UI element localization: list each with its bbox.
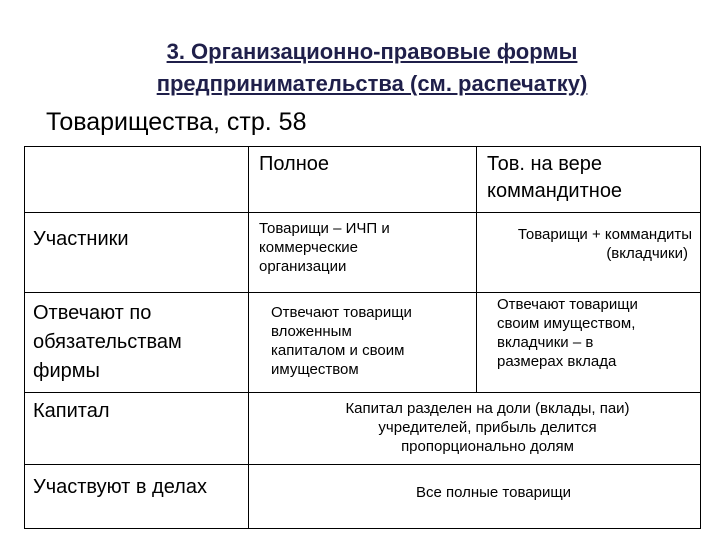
cell-management-text: Все полные товарищи bbox=[415, 484, 572, 501]
header-cell-limited-partnership bbox=[477, 147, 701, 213]
cell-full-liability-line-2: вложенным bbox=[271, 323, 352, 340]
cell-management-merged bbox=[249, 465, 701, 529]
row-label-capital: Капитал bbox=[25, 393, 249, 465]
table-row bbox=[25, 213, 701, 293]
cell-limited-liability-line-1: Отвечают товарищи bbox=[497, 296, 638, 313]
table-row bbox=[25, 465, 701, 529]
row-label-participants: Участники bbox=[25, 213, 249, 293]
cell-capital-line-2: учредителей, прибыль делится bbox=[378, 419, 597, 436]
cell-capital-line-3: пропорционально долям bbox=[401, 438, 574, 455]
cell-limited-participants-line-1: Товарищи + коммандиты bbox=[517, 226, 692, 243]
header-empty-cell bbox=[25, 147, 249, 213]
row-label-liability-line-2: обязательствам bbox=[33, 331, 182, 353]
cell-full-participants-line-2: коммерческие bbox=[259, 239, 358, 256]
row-label-management: Участвуют в делах bbox=[25, 465, 249, 529]
header-full-label: Полное bbox=[259, 153, 330, 175]
cell-limited-liability bbox=[477, 293, 701, 393]
header-limited-line-1: Тов. на вере bbox=[487, 153, 603, 175]
cell-full-liability-line-3: капиталом и своим bbox=[271, 342, 405, 359]
cell-limited-participants bbox=[477, 213, 701, 293]
cell-limited-liability-line-3: вкладчики – в bbox=[497, 334, 594, 351]
cell-limited-liability-line-2: своим имуществом, bbox=[497, 315, 636, 332]
slide-title bbox=[40, 36, 704, 100]
slide-subtitle: Товарищества, стр. 58 bbox=[46, 108, 307, 136]
cell-full-liability-line-1: Отвечают товарищи bbox=[271, 304, 412, 321]
cell-limited-liability-line-4: размерах вклада bbox=[497, 353, 617, 370]
cell-full-participants-line-1: Товарищи – ИЧП и bbox=[259, 220, 390, 237]
comparison-table bbox=[24, 146, 701, 529]
table-row bbox=[25, 393, 701, 465]
slide-title-line-2: предпринимательства (см. распечатку) bbox=[156, 71, 588, 96]
cell-limited-participants-line-2: (вкладчики) bbox=[606, 245, 688, 262]
cell-full-participants bbox=[249, 213, 477, 293]
slide-title-line-1: 3. Организационно-правовые формы bbox=[166, 39, 578, 64]
cell-capital-merged bbox=[249, 393, 701, 465]
cell-full-liability bbox=[249, 293, 477, 393]
cell-capital-line-1: Капитал разделен на доли (вклады, паи) bbox=[345, 400, 630, 417]
table-row bbox=[25, 293, 701, 393]
row-label-liability bbox=[25, 293, 249, 393]
table-header-row bbox=[25, 147, 701, 213]
row-label-liability-line-1: Отвечают по bbox=[33, 302, 152, 324]
header-limited-line-2: коммандитное bbox=[487, 180, 623, 202]
row-label-liability-line-3: фирмы bbox=[33, 360, 100, 382]
header-cell-full-partnership bbox=[249, 147, 477, 213]
cell-full-participants-line-3: организации bbox=[259, 258, 347, 275]
cell-full-liability-line-4: имуществом bbox=[271, 361, 359, 378]
